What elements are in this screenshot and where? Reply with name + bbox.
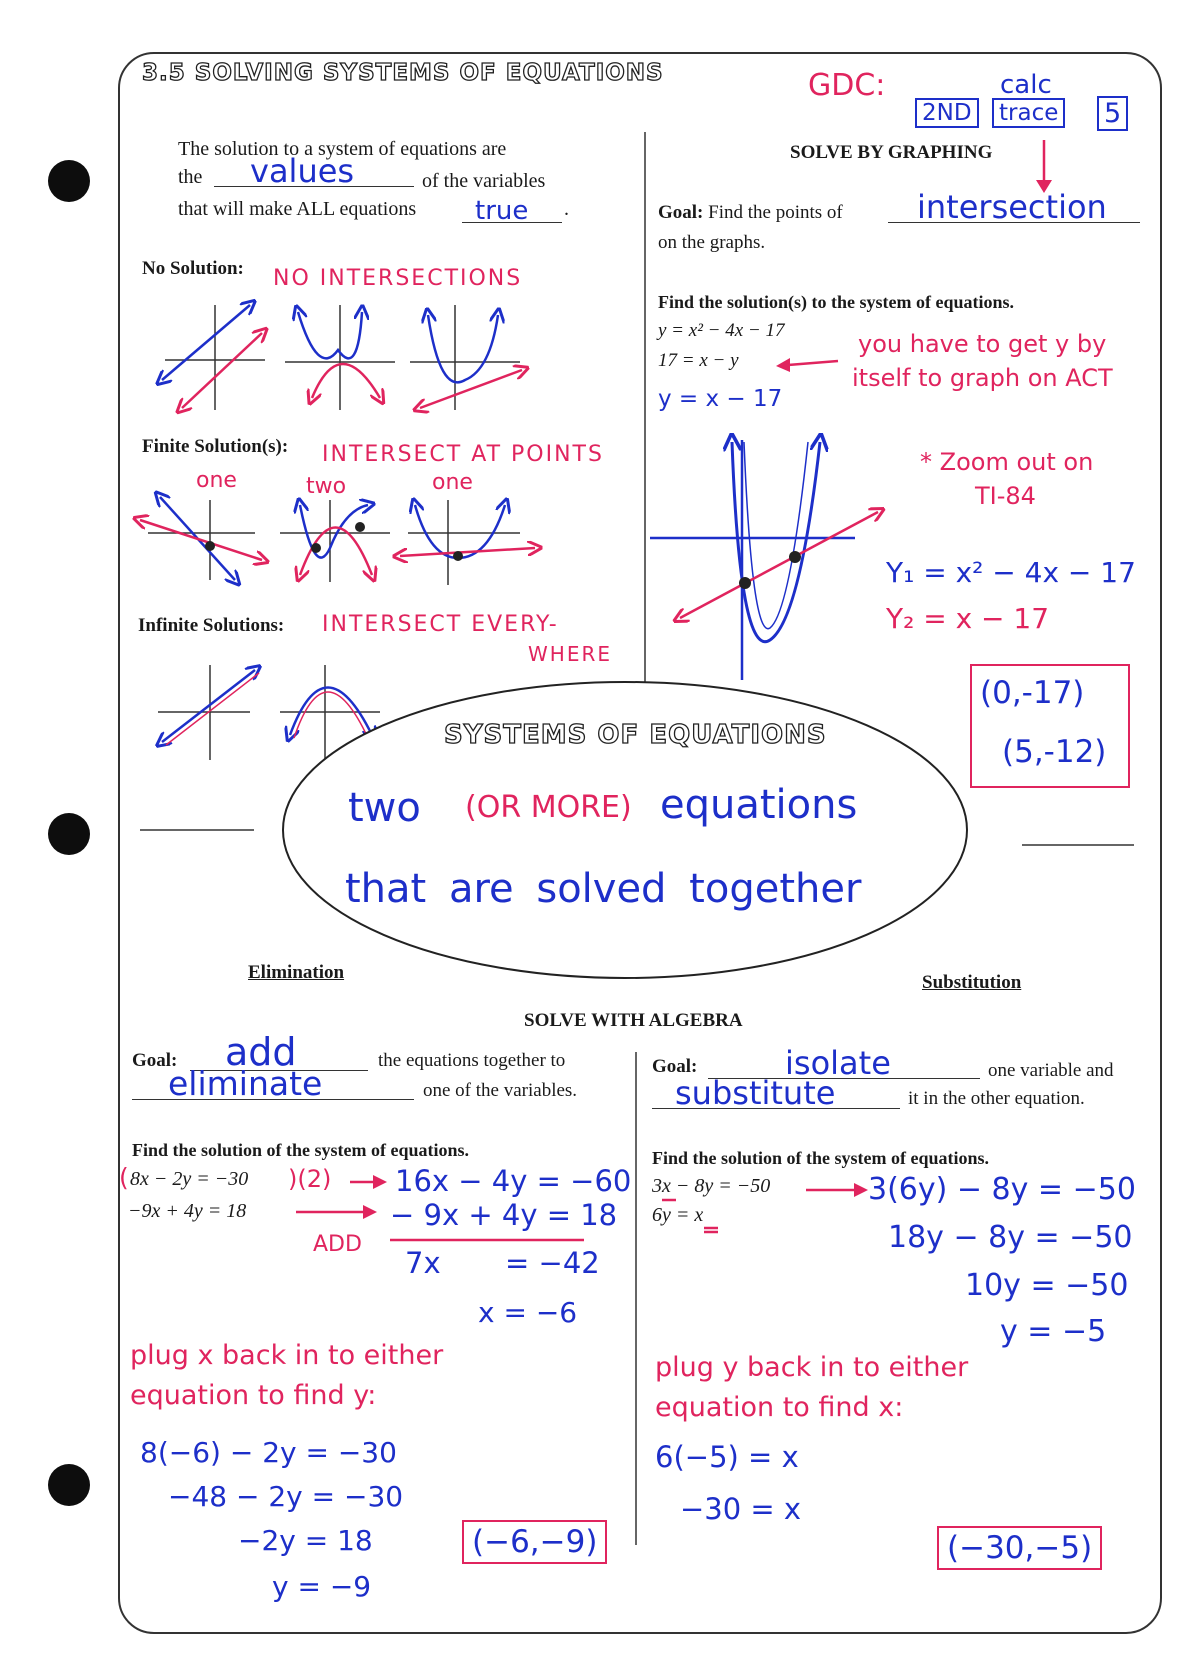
substitution-work2: 18y − 8y = −50 <box>888 1220 1133 1255</box>
substitution-goal-label: Goal: <box>652 1056 698 1077</box>
substitution-eq2: 6y = x <box>652 1204 704 1226</box>
substitution-step1: 6(−5) = x <box>655 1440 799 1474</box>
key-trace: trace <box>992 98 1065 128</box>
key-5: 5 <box>1097 96 1128 131</box>
zoom-note1: * Zoom out on <box>920 448 1094 476</box>
definition-period: . <box>564 198 569 220</box>
substitution-goal-blank1: isolate <box>785 1044 891 1082</box>
elimination-eq2: −9x + 4y = 18 <box>128 1200 247 1222</box>
infinite-solutions-note2: WHERE <box>528 642 612 666</box>
elimination-goal-text2: one of the variables. <box>423 1080 578 1101</box>
substitution-find-label: Find the solution of the system of equations. <box>652 1148 990 1168</box>
definition-line3: that will make ALL equations <box>178 198 417 220</box>
infinite-solutions-note1: INTERSECT EVERY- <box>322 612 559 637</box>
substitution-goal-blank2: substitute <box>675 1074 836 1112</box>
finite-solutions-note: INTERSECT AT POINTS <box>322 442 604 467</box>
elimination-find-label: Find the solution of the system of equations. <box>132 1140 470 1160</box>
substitution-goal-text2: it in the other equation. <box>908 1088 1085 1109</box>
graphing-eq2: 17 = x − y <box>658 350 739 371</box>
graphing-y1: Y₁ = x² − 4x − 17 <box>886 556 1136 589</box>
center-line1-equations: equations <box>660 782 858 828</box>
gdc-note: calc <box>1000 70 1052 100</box>
elimination-sum-left: 7x <box>405 1246 441 1280</box>
finite-caption-one: one <box>196 468 237 493</box>
elimination-plug1: plug x back in to either <box>130 1340 444 1371</box>
substitution-plug1: plug y back in to either <box>655 1352 969 1383</box>
substitution-plug2: equation to find x: <box>655 1392 904 1423</box>
graphing-eq3: y = x − 17 <box>658 386 783 412</box>
elimination-step1: 8(−6) − 2y = −30 <box>140 1436 397 1469</box>
substitution-work3: 10y = −50 <box>965 1268 1129 1303</box>
center-title: SYSTEMS OF EQUATIONS <box>444 720 827 750</box>
elimination-step2: −48 − 2y = −30 <box>168 1480 404 1513</box>
infinite-solutions-label: Infinite Solutions: <box>138 615 285 636</box>
substitution-eq1: 3x − 8y = −50 <box>652 1175 771 1197</box>
definition-line1: The solution to a system of equations are <box>178 138 507 160</box>
gdc-label: GDC: <box>808 68 886 103</box>
graphing-eq1: y = x² − 4x − 17 <box>658 320 785 341</box>
worksheet-title: 3.5 SOLVING SYSTEMS OF EQUATIONS <box>142 60 664 86</box>
elimination-step3: −2y = 18 <box>238 1524 373 1557</box>
elimination-goal-label: Goal: <box>132 1050 178 1071</box>
zoom-note2: TI-84 <box>975 482 1036 510</box>
elimination-answer: (−6,−9) <box>462 1520 607 1564</box>
center-line1-or-more: (OR MORE) <box>465 790 632 825</box>
elimination-multiplier: )(2) <box>288 1165 332 1193</box>
substitution-answer: (−30,−5) <box>937 1526 1102 1570</box>
algebra-heading: SOLVE WITH ALGEBRA <box>524 1010 743 1031</box>
graphing-goal-text1: Find the points of <box>708 202 843 223</box>
definition-blank1: values <box>250 152 355 190</box>
center-line1-two: two <box>348 785 421 831</box>
elimination-x-result: x = −6 <box>478 1296 578 1329</box>
elimination-sum-right: = −42 <box>505 1246 600 1280</box>
graphing-goal-blank: intersection <box>917 188 1107 226</box>
elimination-paren-open: ( <box>119 1163 129 1192</box>
finite-solutions-label: Finite Solution(s): <box>142 436 289 457</box>
elimination-goal-text1: the equations together to <box>378 1050 566 1071</box>
graphing-goal-prefix: Goal: <box>658 202 704 223</box>
key-2nd: 2ND <box>915 98 979 128</box>
center-line2: that are solved together <box>345 866 862 912</box>
elimination-step4: y = −9 <box>272 1570 372 1603</box>
no-solution-label: No Solution: <box>142 258 244 279</box>
elimination-label: Elimination <box>248 962 345 983</box>
elimination-work2: − 9x + 4y = 18 <box>390 1198 618 1232</box>
finite-caption-one-b: one <box>432 470 473 495</box>
elimination-add: ADD <box>313 1232 362 1257</box>
elimination-goal-blank1: add <box>225 1030 297 1074</box>
graphing-heading: SOLVE BY GRAPHING <box>790 142 993 163</box>
substitution-label: Substitution <box>922 972 1022 993</box>
definition-blank2: true <box>475 196 529 226</box>
substitution-work1: 3(6y) − 8y = −50 <box>868 1172 1136 1207</box>
graphing-y2: Y₂ = x − 17 <box>886 602 1050 635</box>
graphing-note1: you have to get y by <box>858 330 1107 358</box>
substitution-goal-text1: one variable and <box>988 1060 1114 1081</box>
substitution-step2: −30 = x <box>680 1492 802 1526</box>
graphing-answer2: (5,-12) <box>1002 734 1107 770</box>
substitution-work4: y = −5 <box>1000 1314 1107 1349</box>
graphing-note2: itself to graph on ACT <box>852 364 1113 392</box>
elimination-goal-blank2: eliminate <box>168 1064 323 1103</box>
graphing-find-label: Find the solution(s) to the system of equations. <box>658 292 1015 312</box>
elimination-plug2: equation to find y: <box>130 1380 377 1411</box>
no-solution-note: NO INTERSECTIONS <box>273 266 523 291</box>
finite-caption-two: two <box>306 474 347 499</box>
graphing-answer1: (0,-17) <box>980 675 1085 711</box>
definition-the: the <box>178 166 203 188</box>
elimination-eq1: 8x − 2y = −30 <box>130 1168 249 1190</box>
definition-of-the-variables: of the variables <box>422 170 546 192</box>
elimination-work1: 16x − 4y = −60 <box>395 1164 632 1198</box>
graphing-goal-text2: on the graphs. <box>658 232 766 253</box>
